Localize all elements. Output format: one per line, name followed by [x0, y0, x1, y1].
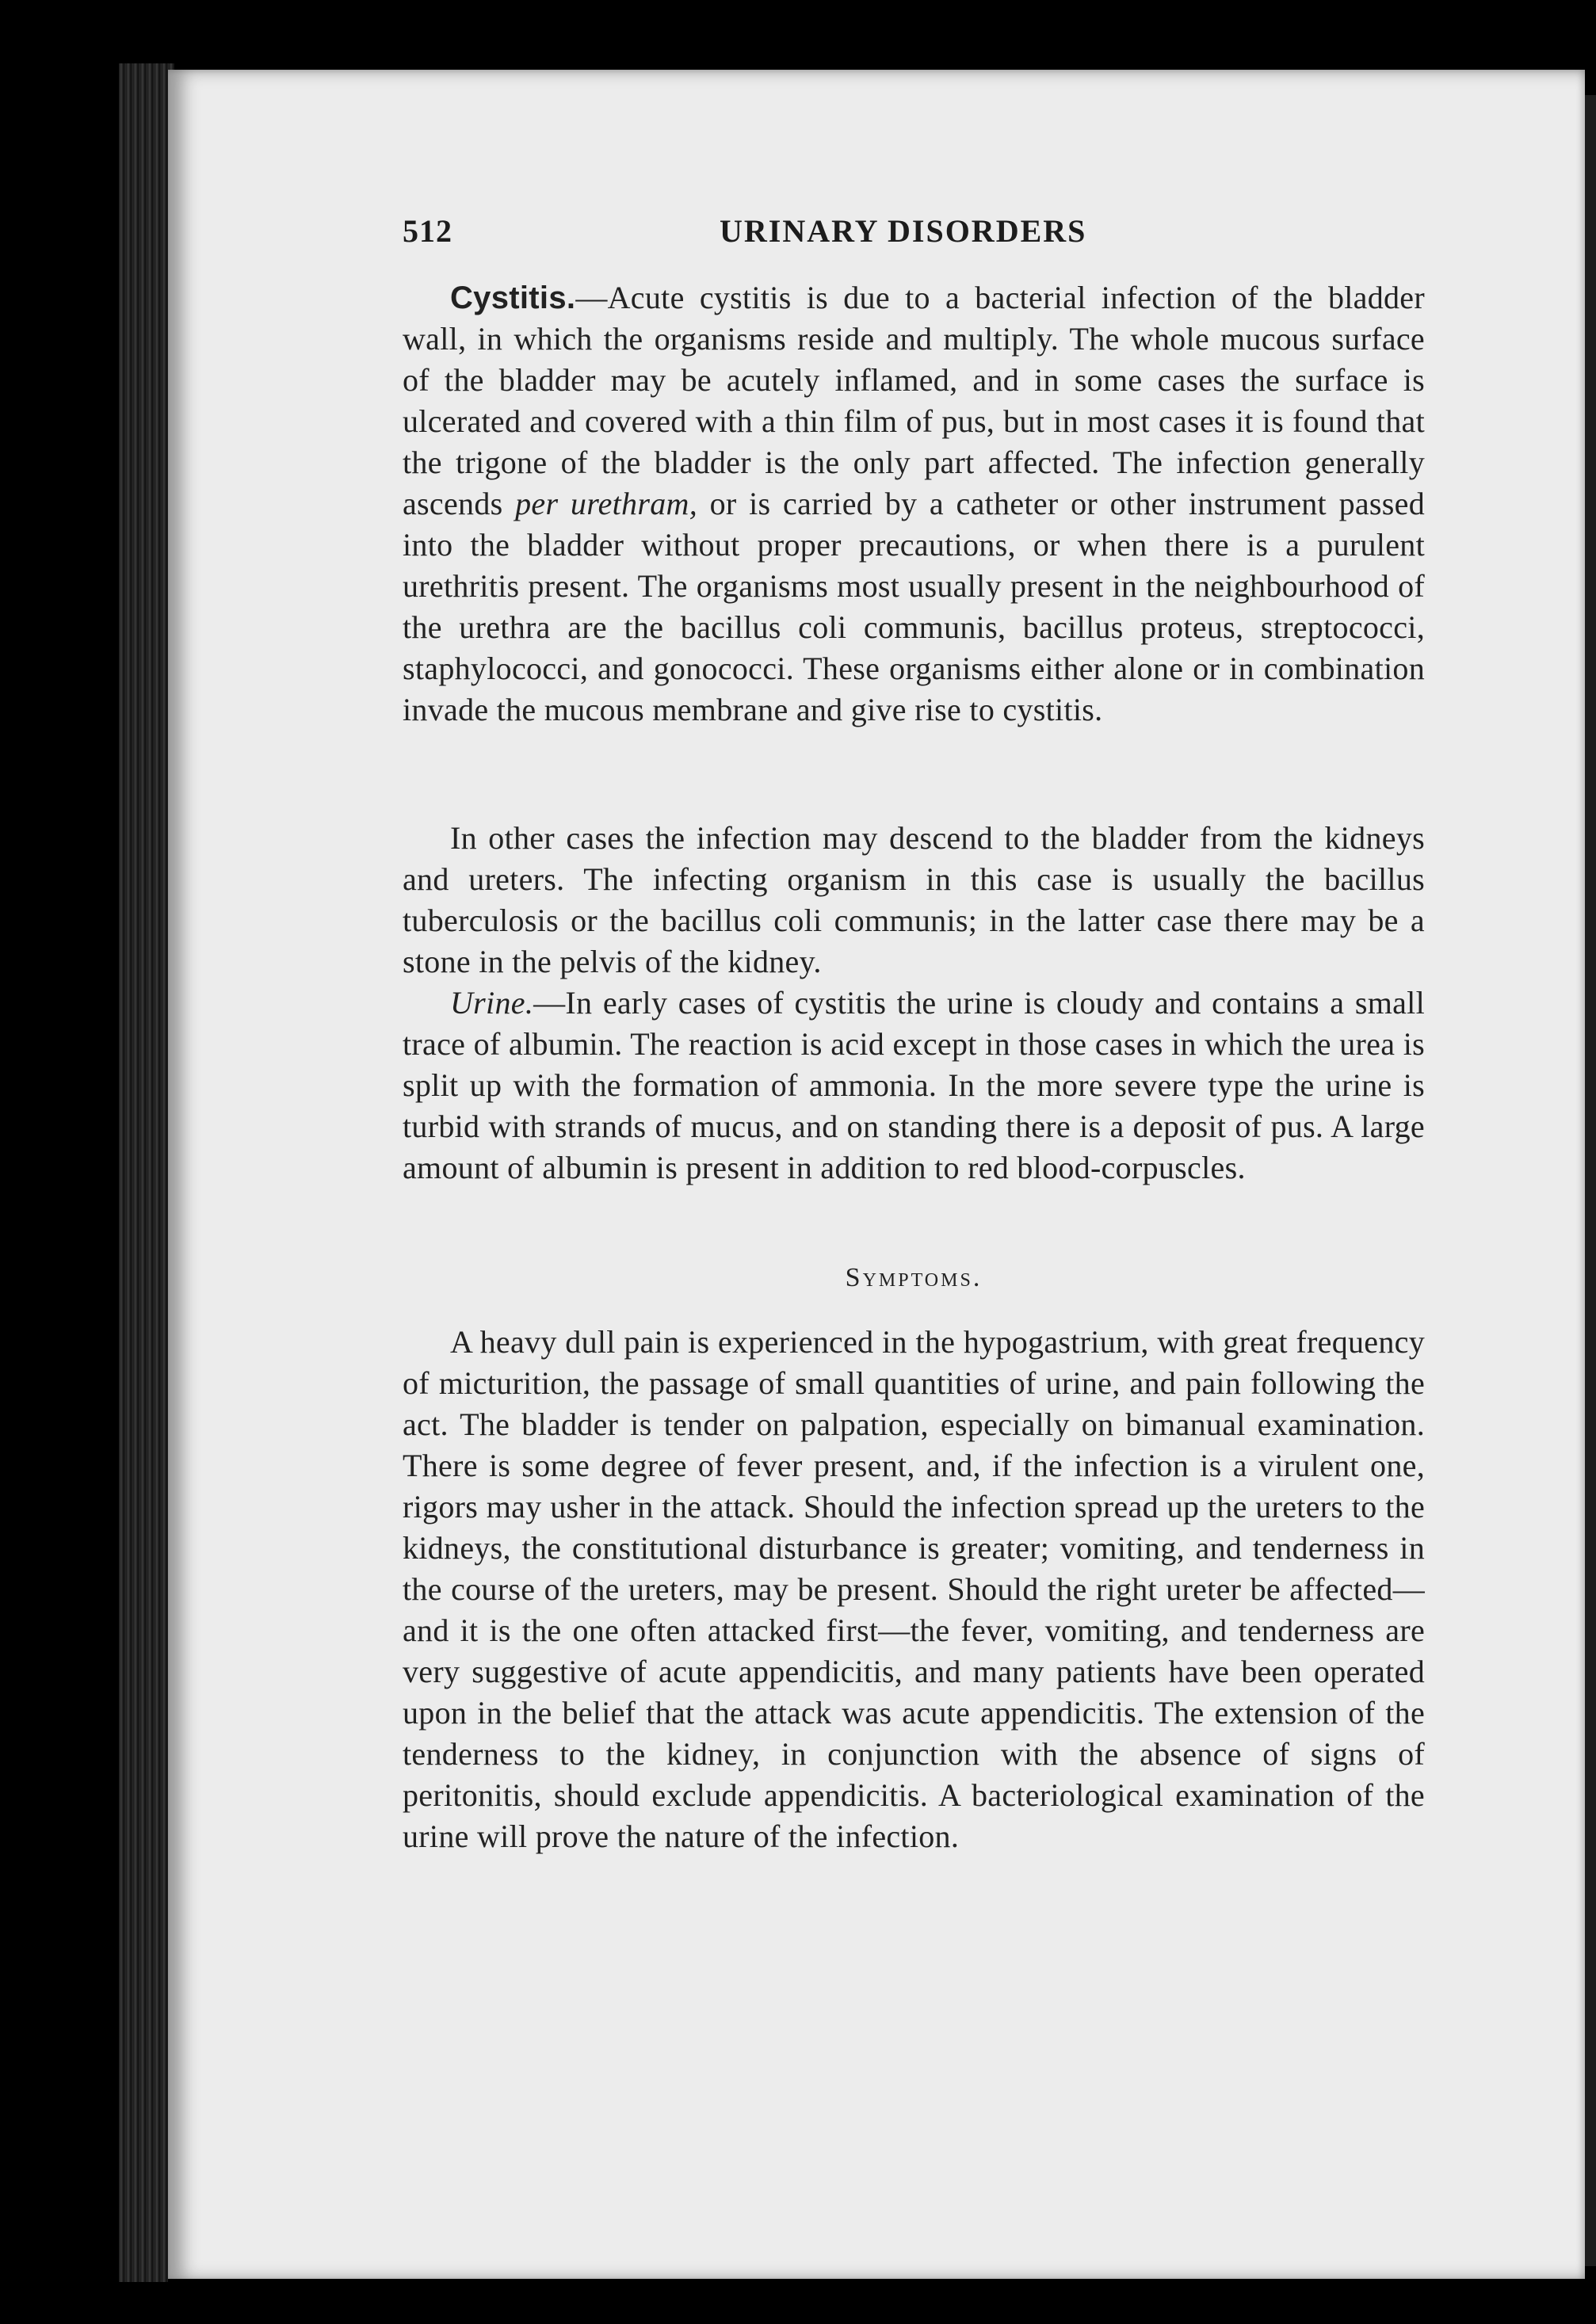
paragraph-cystitis: [403, 277, 1425, 731]
page-header: [403, 212, 1433, 252]
paragraph-text: In other cases the infection may descend to the bladder from the kidneys and ureters. The infecting organism in this case is usually the bacillus tuberculosis or the bacillus coli communis; in the latter case there may be a stone in the pelvis of the kidney.: [403, 820, 1425, 979]
paragraph-text: or is carried by a catheter or other instrument passed into the bladder without proper precautions, or when there is a purulent urethritis present. The organisms most usually present in the neighbourhood of the urethra are the bacillus coli communis, bacillus proteus, streptococci, staphylococci, and gonococci. These organisms either alone or in combination invade the mucous membrane and give rise to cystitis.: [403, 486, 1426, 727]
section-heading-symptoms: Symptoms.: [845, 1263, 983, 1292]
page-right-edge: [1585, 95, 1596, 2266]
page-number: 512: [403, 213, 452, 249]
paragraph-descending-infection: [403, 818, 1425, 983]
paragraph-text: —In early cases of cystitis the urine is cloudy and contains a small trace of albumin. The reaction is acid except in those cases in which the urea is split up with the formation of ammonia. In the more severe type the urine is turbid with strands of mucus, and on standing there is a deposit of pus. A large amount of albumin is present in addition to red blood-corpuscles.: [403, 985, 1425, 1185]
paragraph-text: —Acute cystitis is due to a bacterial infection of the bladder wall, in which the organisms reside and multiply. The whole mucous surface of the bladder may be acutely inflamed, and in some cases the surface is ulcerated and covered with a thin film of pus, but in most cases it is found that the trigone of the bladder is the only part affected. The infection generally ascends: [403, 280, 1425, 521]
paragraph-text: A heavy dull pain is experienced in the hypogastrium, with great frequency of micturition, the passage of small quantities of urine, and pain following the act. The bladder is tender on palpation, especially on bimanual examination. There is some degree of fever present, and, if the infection is a virulent one, rigors may usher in the attack. Should the infection spread up the ureters to the kidneys, the constitutional disturbance is greater; vomiting, and tenderness in the course of the ureters, may be present. Should the right ureter be affected—and it is the one often attacked first—the fever, vomiting, and tenderness are very suggestive of acute appendicitis, and many patients have been operated upon in the belief that the attack was acute appendicitis. The extension of the tenderness to the kidney, in conjunction with the absence of signs of peritonitis, should exclude appendicitis. A bacteriological examination of the urine will prove the nature of the infection.: [403, 1324, 1425, 1854]
book-spine-edge: [119, 63, 174, 2282]
cystitis-lead: Cystitis.: [450, 280, 576, 315]
urine-lead: Urine.: [450, 985, 534, 1021]
latin-term: per urethram,: [515, 486, 698, 521]
running-title: URINARY DISORDERS: [720, 213, 1087, 249]
paragraph-symptoms: [403, 1322, 1425, 1857]
scan-bottom-border: [168, 2279, 1585, 2324]
paragraph-urine: [403, 983, 1425, 1189]
